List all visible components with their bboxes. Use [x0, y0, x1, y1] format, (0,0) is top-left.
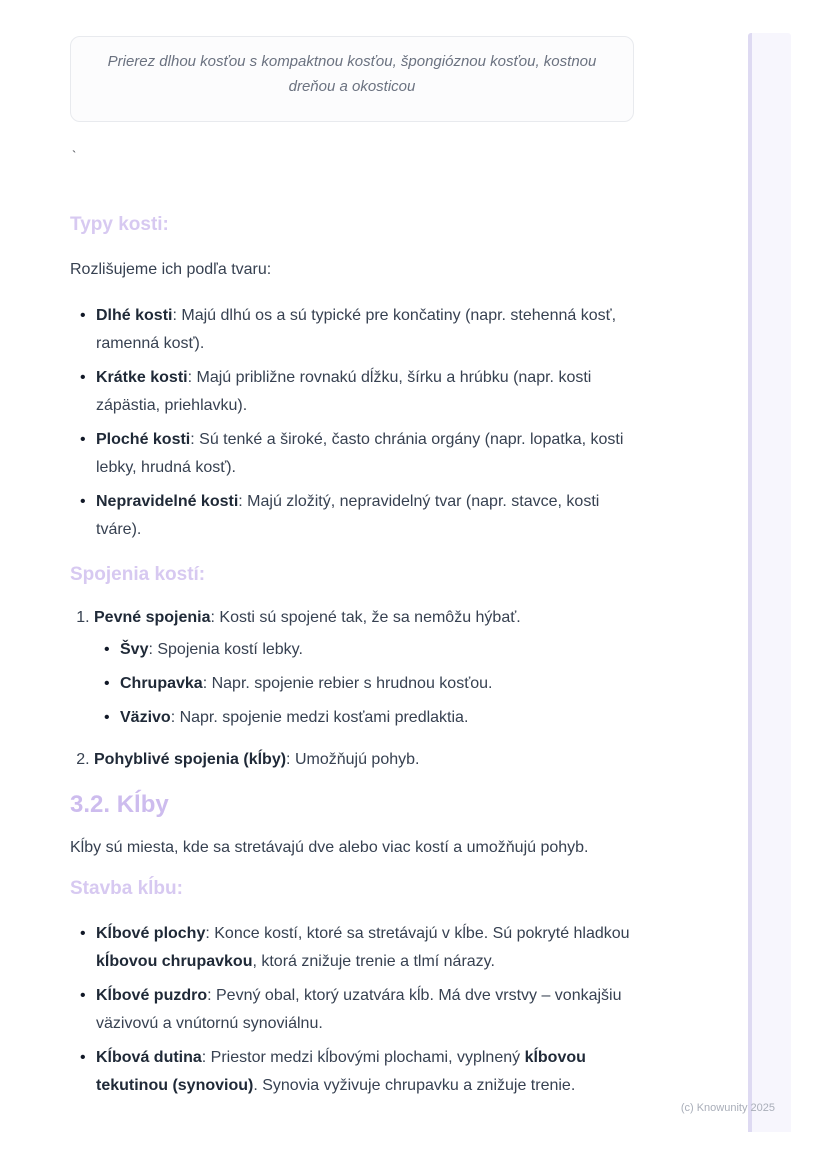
list-item [96, 488, 634, 544]
sub-list [94, 636, 634, 732]
bone-joints-numbered-list [70, 604, 634, 774]
bold-term: Dlhé kosti [96, 307, 173, 324]
bold-term: Švy [120, 641, 149, 658]
list-item [120, 636, 634, 664]
bold-term: kĺbovou tekutinou (synoviou) [96, 1049, 586, 1094]
list-item [94, 746, 634, 774]
text-run: : Majú dlhú os a sú typické pre končatiny (napr. stehenná kosť, ramenná kosť). [96, 307, 617, 352]
list-item [96, 364, 634, 420]
bold-term: kĺbovou chrupavkou [96, 953, 253, 970]
bold-term: Väzivo [120, 709, 171, 726]
text-run: : Majú zložitý, nepravidelný tvar (napr. stavce, kosti tváre). [96, 493, 600, 538]
next-page-edge [748, 33, 791, 1132]
figure-caption: Prierez dlhou kosťou s kompaktnou kosťou, špongióznou kosťou, kostnou dreňou a okosticou [107, 53, 597, 95]
text-run: : Majú približne rovnakú dĺžku, šírku a hrúbku (napr. kosti zápästia, priehlavku). [96, 369, 592, 414]
copyright-footer: (c) Knowunity 2025 [680, 1102, 775, 1114]
stray-backtick: ` [72, 148, 77, 163]
text-run: : Umožňujú pohyb. [286, 751, 420, 768]
bold-term: Pevné spojenia [94, 609, 211, 626]
bold-term: Kĺbová dutina [96, 1049, 202, 1066]
text-run: : Priestor medzi kĺbovými plochami, vyplnený [201, 1049, 525, 1066]
heading-stavba-klbu: Stavba kĺbu: [70, 878, 183, 899]
heading-typy-kosti: Typy kosti: [70, 214, 169, 235]
joint-structure-list [70, 920, 634, 1100]
list-item [96, 426, 634, 482]
bold-term: Nepravidelné kosti [96, 493, 239, 510]
text-run: , ktorá znižuje trenie a tlmí nárazy. [252, 953, 495, 970]
text-run: : Spojenia kostí lebky. [148, 641, 303, 658]
figure-caption-box [70, 36, 634, 122]
heading-spojenia-kosti: Spojenia kostí: [70, 564, 206, 585]
list-item [120, 704, 634, 732]
list-item [96, 302, 634, 358]
bold-term: Pohyblivé spojenia (kĺby) [94, 751, 287, 768]
document-content [70, 0, 634, 1100]
text-run: : Pevný obal, ktorý uzatvára kĺb. Má dve vrstvy – vonkajšiu väzivovú a vnútornú synoviálnu. [96, 987, 622, 1032]
text-run: : Sú tenké a široké, často chránia orgány (napr. lopatka, kosti lebky, hrudná kosť). [96, 431, 624, 476]
paragraph-klby: Kĺby sú miesta, kde sa stretávajú dve alebo viac kostí a umožňujú pohyb. [70, 839, 589, 856]
list-item [96, 920, 634, 976]
text-run: : Konce kostí, ktoré sa stretávajú v kĺbe. Sú pokryté hladkou [205, 925, 630, 942]
heading-3-2-klby: 3.2. Kĺby [70, 791, 169, 818]
bold-term: Ploché kosti [96, 431, 191, 448]
list-item [96, 982, 634, 1038]
text-run: : Napr. spojenie rebier s hrudnou kosťou. [202, 675, 493, 692]
text-run: : Kosti sú spojené tak, že sa nemôžu hýbať. [210, 609, 521, 626]
bold-term: Krátke kosti [96, 369, 188, 386]
bone-types-list [70, 302, 634, 544]
text-run: : Napr. spojenie medzi kosťami predlaktia. [170, 709, 469, 726]
list-item [120, 670, 634, 698]
paragraph-intro: Rozlišujeme ich podľa tvaru: [70, 261, 272, 278]
bold-term: Kĺbové puzdro [96, 987, 208, 1004]
text-run: . Synovia vyživuje chrupavku a znižuje trenie. [253, 1077, 576, 1094]
bold-term: Kĺbové plochy [96, 925, 206, 942]
bold-term: Chrupavka [120, 675, 203, 692]
list-item [94, 604, 634, 732]
list-item [96, 1044, 634, 1100]
